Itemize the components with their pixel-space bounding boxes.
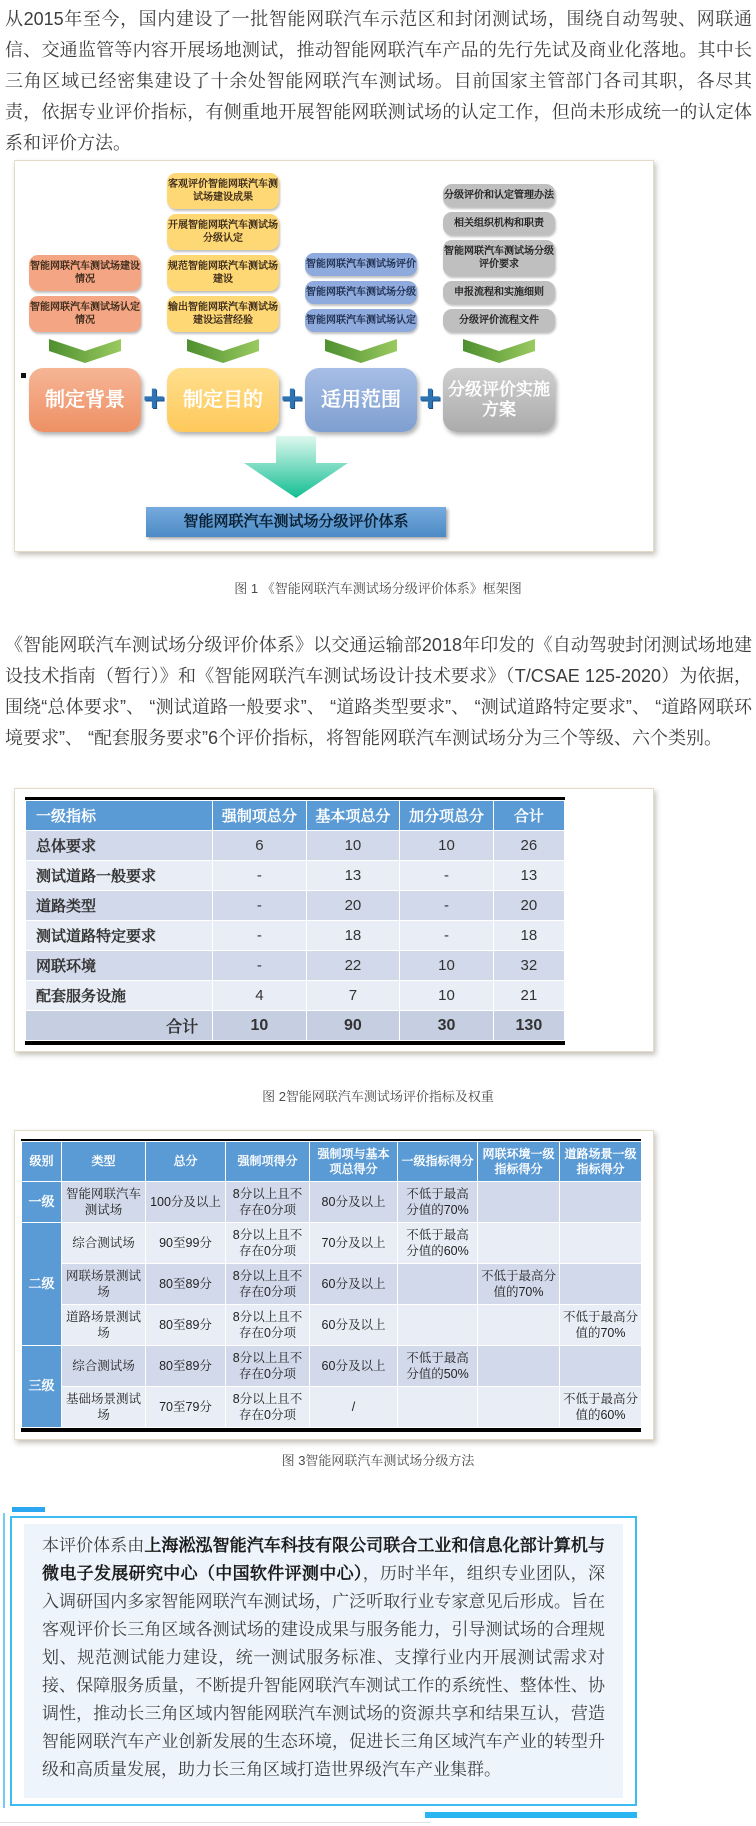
table-row [26,951,565,981]
t3-level-cell: 一级 [22,1182,62,1223]
t3-cell: 网联场景测试场 [62,1264,146,1305]
t3-cell: 智能网联汽车测试场 [62,1182,146,1223]
framework-funnel-zone [25,436,567,537]
t3-cell: 60分及以上 [310,1305,398,1346]
t3-cell [560,1223,642,1264]
t2-cell: 22 [306,951,400,981]
table-row [22,1182,642,1223]
t2-total-cell: 130 [493,1011,564,1041]
t3-cell: 8分以上且不存在0分项 [226,1346,310,1387]
framework-item-box: 智能网联汽车测试场认定 [305,309,417,332]
list-bullet-artifact [21,373,26,378]
t3-cell: 道路场景测试场 [62,1305,146,1346]
t3-cell: 8分以上且不存在0分项 [226,1387,310,1428]
t2-total-cell: 10 [213,1011,307,1041]
t3-cell [478,1387,560,1428]
t3-cell: 8分以上且不存在0分项 [226,1182,310,1223]
framework-column-gray [443,184,555,432]
summary-box [10,1516,637,1806]
framework-item-box: 申报流程和实施细则 [443,281,555,304]
t3-cell: 80分及以上 [310,1182,398,1223]
framework-result-banner: 智能网联汽车测试场分级评价体系 [146,507,446,537]
t3-cell [478,1182,560,1223]
t3-header-cell: 强制项与基本项总得分 [310,1142,398,1182]
framework-stage-box: 制定目的 [167,368,279,432]
framework-diagram-row [29,173,643,432]
t3-cell: 8分以上且不存在0分项 [226,1305,310,1346]
table-row [22,1346,642,1387]
grading-table-frame [21,1139,641,1432]
t3-cell: 80至89分 [146,1264,226,1305]
t3-cell: 不低于最高分值的70% [398,1182,478,1223]
t3-cell: 不低于最高分值的70% [478,1264,560,1305]
t3-cell: 不低于最高分值的60% [398,1223,478,1264]
t3-header-cell: 总分 [146,1142,226,1182]
framework-column-salmon [29,255,141,432]
t3-body [22,1182,642,1428]
t2-cell: - [400,891,494,921]
t3-header-cell: 道路场景一级指标得分 [560,1142,642,1182]
t3-cell [560,1346,642,1387]
figure1-framework-card [14,160,654,552]
grading-method-table [21,1141,642,1428]
t3-cell [560,1182,642,1223]
t2-cell: - [213,951,307,981]
framework-item-box: 智能网联汽车测试场分级 [305,281,417,304]
t3-cell: 90至99分 [146,1223,226,1264]
t3-cell: 70至79分 [146,1387,226,1428]
t2-body [26,831,565,1041]
t2-cell: 26 [493,831,564,861]
t3-header-row [22,1142,642,1182]
table-row [22,1387,642,1428]
t2-header-cell: 一级指标 [26,801,213,831]
footer-accent-dash [12,1507,45,1512]
t3-cell [398,1264,478,1305]
chevron-down-icon [167,339,279,365]
table-row [22,1305,642,1346]
t3-cell: 基础场景测试场 [62,1387,146,1428]
t3-cell [478,1346,560,1387]
t2-cell: 10 [306,831,400,861]
plus-icon: + [280,378,304,420]
t2-cell: 10 [400,981,494,1011]
summary-text-prefix: 本评价体系由 [42,1536,145,1555]
t3-head [22,1142,642,1182]
t3-cell [398,1387,478,1428]
framework-item-box: 智能网联汽车测试场认定情况 [29,296,141,332]
t2-cell: 10 [400,831,494,861]
t2-header-row [26,801,565,831]
framework-item-box: 相关组织机构和职责 [443,212,555,235]
framework-item-box: 智能网联汽车测试场分级评价要求 [443,240,555,276]
summary-text-rest: ，历时半年，组织专业团队，深入调研国内多家智能网联汽车测试场，广泛听取行业专家意见后形成。旨在客观评价长三角区域各测试场的建设成果与服务能力，引导测试场的合理规划、规范测试能力建设，统一测试服务标准、支撑行业内开展测试需求对接、保障服务质量，不断提升智能网联汽车测试工作的系统性、整体性、协调性，推动长三角区域内智能网联汽车测试场的资源共享和结果互认，营造智能网联汽车产业创新发展的生态环境，促进长三角区域汽车产业的转型升级和高质量发展，助力长三角区域打造世界级汽车产业集群。 [42,1564,605,1779]
t2-total-cell: 合计 [26,1011,213,1041]
t2-cell: 配套服务设施 [26,981,213,1011]
basis-paragraph: 《智能网联汽车测试场分级评价体系》以交通运输部2018年印发的《自动驾驶封闭测试场地建设技术指南（暂行）》和《智能网联汽车测试场设计技术要求》（T/CSAE 125-2020）为依据，围绕“总体要求”、 “测试道路一般要求”、 “道路类型要求”、 “测试道路特定要求”、 “道路网联环境要求”、 “配套服务要求”6个评价指标，将智能网联汽车测试场分为三个等级、六个类别。 [5,635,752,748]
table-row [26,891,565,921]
t2-cell: 4 [213,981,307,1011]
figure2-caption: 图 2智能网联汽车测试场评价指标及权重 [262,1089,494,1104]
plus-icon: + [142,378,166,420]
framework-item-box: 输出智能网联汽车测试场建设运营经验 [167,296,279,332]
t3-header-cell: 一级指标得分 [398,1142,478,1182]
t2-cell: 6 [213,831,307,861]
chevron-down-icon [443,339,555,365]
t3-header-cell: 类型 [62,1142,146,1182]
footer-underline-bar [425,1812,637,1818]
t2-header-cell: 合计 [493,801,564,831]
t3-cell [478,1223,560,1264]
chevron-down-icon [29,339,141,365]
t2-cell: 20 [493,891,564,921]
t3-cell: 不低于最高分值的60% [560,1387,642,1428]
t2-total-cell: 90 [306,1011,400,1041]
t2-cell: - [400,921,494,951]
t2-cell: - [213,891,307,921]
summary-text [42,1532,605,1784]
t2-total-row [26,1011,565,1041]
framework-item-box: 开展智能网联汽车测试场分级认定 [167,214,279,250]
framework-item-box: 规范智能网联汽车测试场建设 [167,255,279,291]
framework-item-box: 分级评价和认定管理办法 [443,184,555,207]
t2-cell: 网联环境 [26,951,213,981]
summary-box-background [24,1524,623,1798]
t2-cell: 20 [306,891,400,921]
page-bottom-hairline [0,1822,430,1823]
t2-total-cell: 30 [400,1011,494,1041]
framework-column-yellow [167,173,279,432]
t2-cell: 13 [306,861,400,891]
t2-header-cell: 基本项总分 [306,801,400,831]
t3-cell: 60分及以上 [310,1264,398,1305]
t2-cell: - [213,861,307,891]
table-row [22,1223,642,1264]
framework-column-blue [305,253,417,432]
indicator-table-frame [25,797,565,1045]
t3-cell: 100分及以上 [146,1182,226,1223]
t2-cell: 13 [493,861,564,891]
summary-text-bold: 上海淞泓智能汽车科技有限公司联合工业和信息化部计算机与微电子发展研究中心（中国软件评测中心） [42,1536,605,1583]
figure3-table-card [14,1130,654,1440]
t3-cell: 综合测试场 [62,1346,146,1387]
t2-cell: - [400,861,494,891]
t3-header-cell: 强制项得分 [226,1142,310,1182]
t3-cell: 80至89分 [146,1305,226,1346]
t3-cell: 不低于最高分值的70% [560,1305,642,1346]
t2-cell: 32 [493,951,564,981]
t3-cell [560,1264,642,1305]
t2-head [26,801,565,831]
framework-stage-box: 分级评价实施方案 [443,368,555,432]
t3-cell: 8分以上且不存在0分项 [226,1223,310,1264]
t2-cell: 总体要求 [26,831,213,861]
framework-item-box: 智能网联汽车测试场评价 [305,253,417,276]
footer-accent-vline [3,1513,5,1808]
t3-cell [398,1305,478,1346]
indicator-weight-table [25,800,565,1041]
table-row [22,1264,642,1305]
t2-cell: 道路类型 [26,891,213,921]
t2-cell: 18 [493,921,564,951]
t2-cell: 7 [306,981,400,1011]
t2-cell: 测试道路特定要求 [26,921,213,951]
t2-header-cell: 加分项总分 [400,801,494,831]
figure2-table-card [14,788,654,1052]
framework-stage-box: 适用范围 [305,368,417,432]
t3-cell: / [310,1387,398,1428]
intro-paragraph: 从2015年至今，国内建设了一批智能网联汽车示范区和封闭测试场，围绕自动驾驶、网联通信、交通监管等内容开展场地测试，推动智能网联汽车产品的先行先试及商业化落地。其中长三角区域已经密集建设了十余处智能网联汽车测试场。目前国家主管部门各司其职，各尽其责，依据专业评价指标，有侧重地开展智能网联测试场的认定工作，但尚未形成统一的认定体系和评价方法。 [5,9,752,153]
chevron-down-icon [305,339,417,365]
t3-header-cell: 级别 [22,1142,62,1182]
framework-stage-box: 制定背景 [29,368,141,432]
table-row [26,831,565,861]
plus-icon: + [418,378,442,420]
t3-cell: 综合测试场 [62,1223,146,1264]
t2-header-cell: 强制项总分 [213,801,307,831]
t3-cell: 不低于最高分值的50% [398,1346,478,1387]
framework-item-box: 智能网联汽车测试场建设情况 [29,255,141,291]
t3-cell [478,1305,560,1346]
big-down-arrow-icon [25,436,567,503]
t2-cell: 测试道路一般要求 [26,861,213,891]
t2-cell: 10 [400,951,494,981]
t3-cell: 80至89分 [146,1346,226,1387]
table-row [26,921,565,951]
t3-header-cell: 网联环境一级指标得分 [478,1142,560,1182]
t2-cell: - [213,921,307,951]
t2-cell: 18 [306,921,400,951]
framework-item-box: 客观评价智能网联汽车测试场建设成果 [167,173,279,209]
table-row [26,981,565,1011]
t3-cell: 8分以上且不存在0分项 [226,1264,310,1305]
figure1-caption: 图 1 《智能网联汽车测试场分级评价体系》框架图 [234,581,522,596]
table-row [26,861,565,891]
t3-cell: 60分及以上 [310,1346,398,1387]
t3-level-cell: 二级 [22,1223,62,1346]
framework-item-box: 分级评价流程文件 [443,309,555,332]
t3-cell: 70分及以上 [310,1223,398,1264]
figure3-caption: 图 3智能网联汽车测试场分级方法 [281,1453,475,1468]
t3-level-cell: 三级 [22,1346,62,1428]
t2-cell: 21 [493,981,564,1011]
